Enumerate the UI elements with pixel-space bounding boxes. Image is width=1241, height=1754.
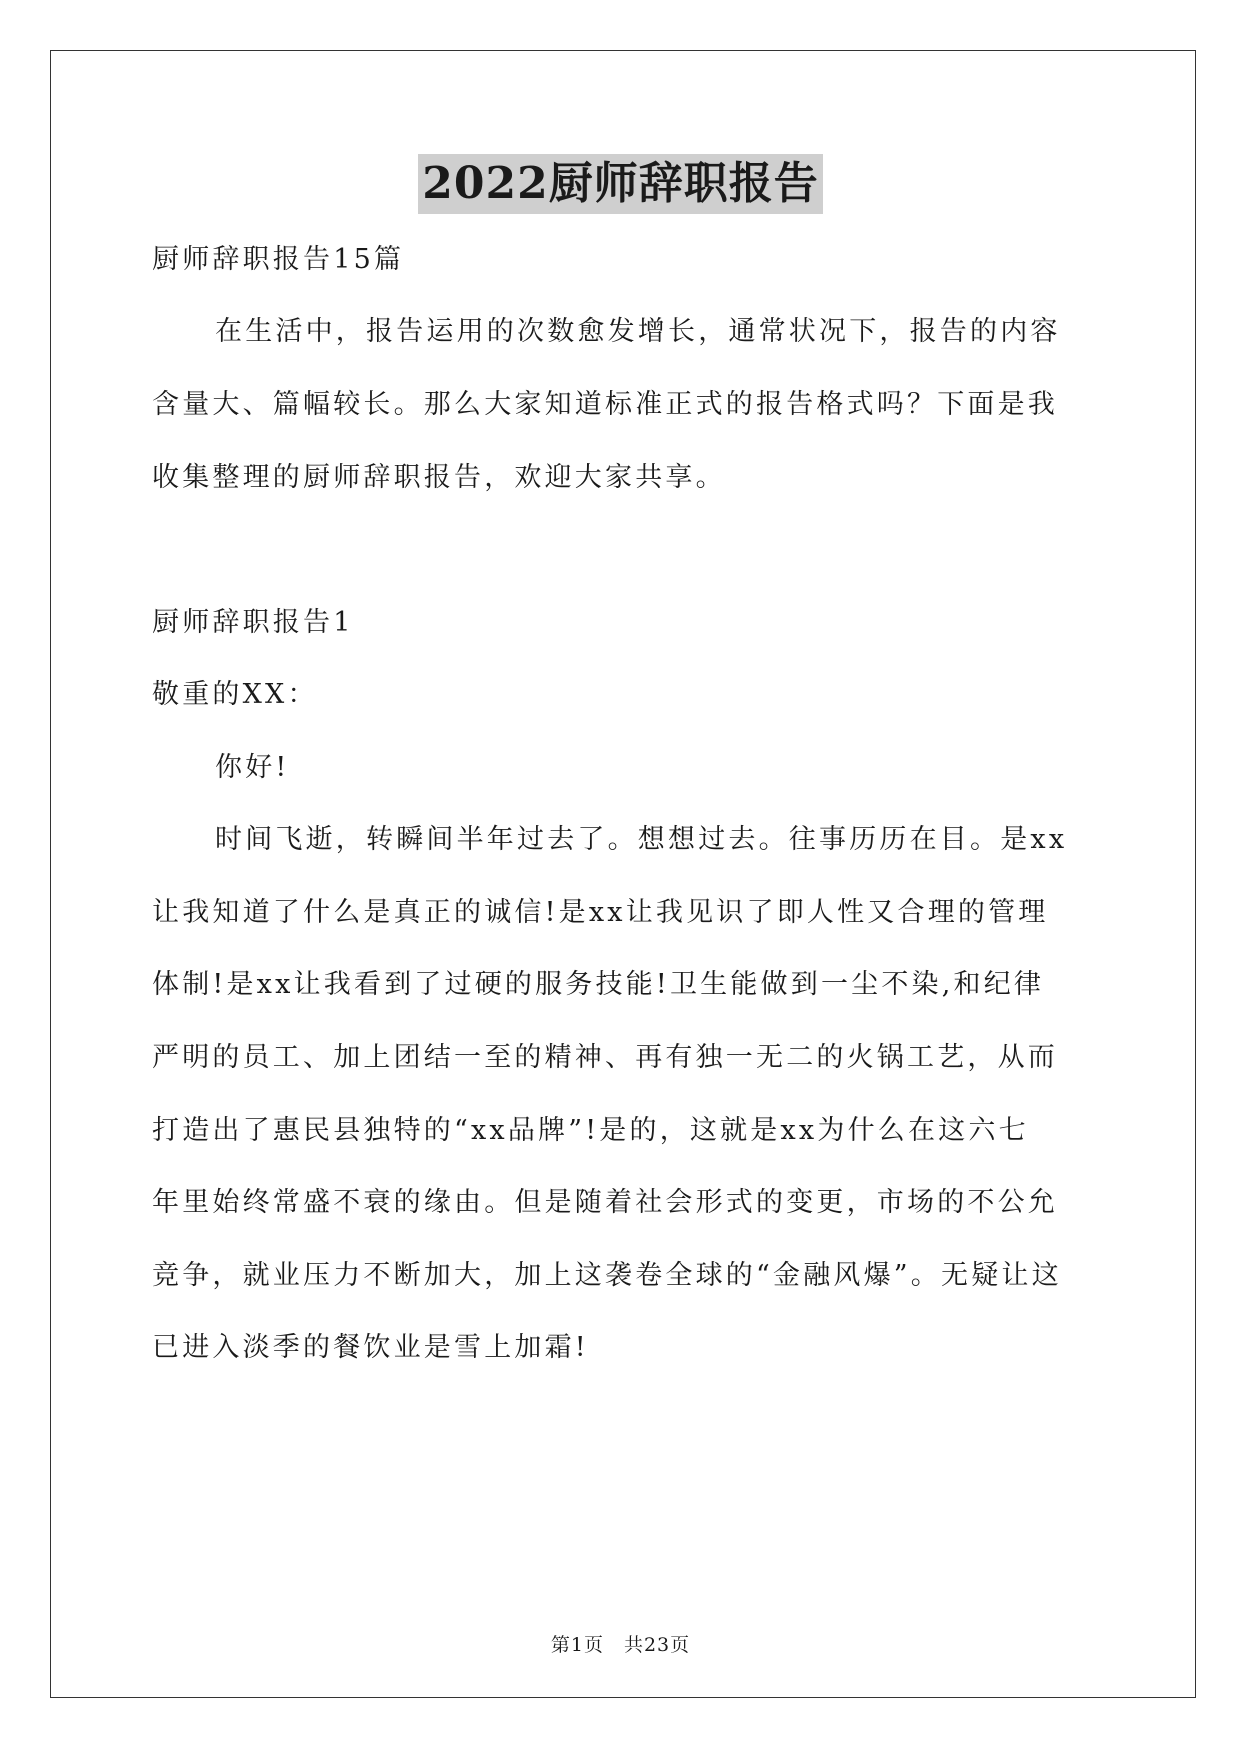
intro-line: 收集整理的厨师辞职报告，欢迎大家共享。 (152, 462, 726, 493)
body-line: 时间飞逝，转瞬间半年过去了。想想过去。往事历历在目。是xx (215, 824, 1068, 855)
page-border (50, 50, 1196, 1698)
body-line: 打造出了惠民县独特的“xx品牌”!是的，这就是xx为什么在这六七 (152, 1115, 1029, 1146)
salutation: 敬重的XX： (152, 679, 318, 710)
subtitle: 厨师辞职报告15篇 (152, 244, 405, 275)
document-title: 2022厨师辞职报告 (418, 154, 822, 214)
intro-line: 在生活中，报告运用的次数愈发增长，通常状况下，报告的内容 (215, 316, 1061, 347)
body-line: 让我知道了什么是真正的诚信!是xx让我见识了即人性又合理的管理 (152, 897, 1049, 928)
section-heading: 厨师辞职报告1 (152, 607, 354, 638)
intro-line: 含量大、篇幅较长。那么大家知道标准正式的报告格式吗？下面是我 (152, 389, 1058, 420)
body-line: 严明的员工、加上团结一至的精神、再有独一无二的火锅工艺，从而 (152, 1042, 1058, 1073)
title-container (0, 154, 1241, 214)
body-line: 竞争，就业压力不断加大，加上这袭卷全球的“金融风爆”。无疑让这 (152, 1260, 1062, 1291)
body-line: 已进入淡季的餐饮业是雪上加霜! (152, 1332, 589, 1363)
page-number: 第1页 共23页 (550, 1634, 691, 1656)
body-line: 体制!是xx让我看到了过硬的服务技能!卫生能做到一尘不染,和纪律 (152, 969, 1045, 1000)
body-line: 年里始终常盛不衰的缘由。但是随着社会形式的变更，市场的不公允 (152, 1187, 1058, 1218)
greeting: 你好! (215, 752, 290, 783)
